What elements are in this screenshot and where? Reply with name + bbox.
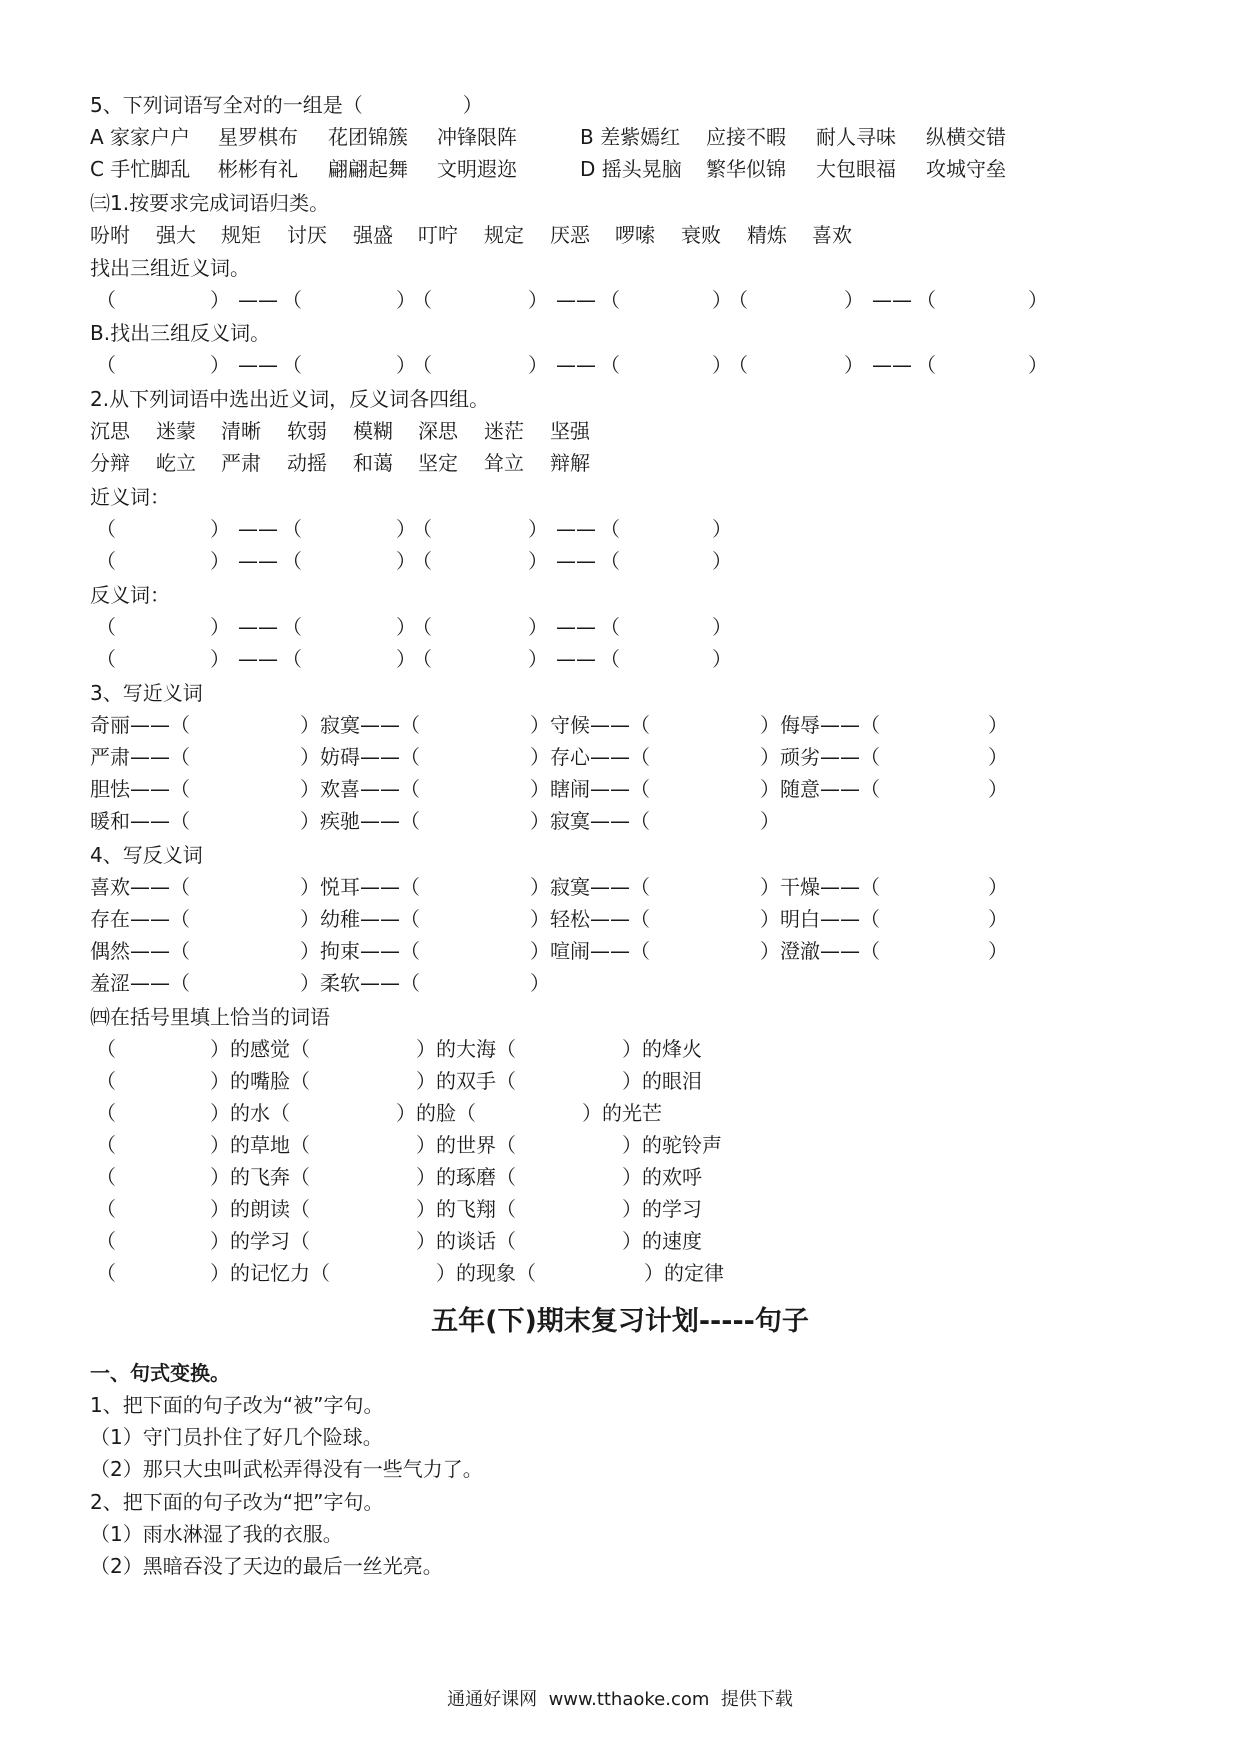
sent-q1-1: （1）守门员扑住了好几个险球。 (90, 1425, 383, 1449)
q3-cell: ） (988, 777, 1008, 801)
dash: —— (238, 549, 278, 573)
q3-cell: ） (988, 713, 1008, 737)
s4-cell[interactable]: ）的草地（ (210, 1133, 310, 1157)
bracket-close: ） (210, 647, 230, 671)
q4-cell[interactable]: 喜欢——（ (90, 875, 190, 899)
bracket-close: ） (528, 288, 548, 312)
bracket-close: ） (396, 517, 416, 541)
option-word: 文明遐迩 (437, 157, 517, 181)
footer-credit: 通通好课网 www.tthaoke.com 提供下载 (447, 1689, 793, 1710)
s3-q4-title: 4、写反义词 (90, 843, 203, 867)
bracket-close: ） (396, 647, 416, 671)
s4-cell: ）的驼铃声 (622, 1133, 722, 1157)
answer-blank[interactable]: （ (96, 647, 116, 671)
dash: —— (556, 647, 596, 671)
s4-title: ㈣在括号里填上恰当的词语 (90, 1005, 330, 1029)
option-word: 攻城守垒 (926, 157, 1006, 181)
word: 耸立 (484, 451, 524, 475)
option-word: B 差紫嫣红 (580, 125, 681, 149)
answer-blank[interactable]: （ (728, 353, 748, 377)
word: 规矩 (221, 223, 261, 247)
dash: —— (872, 288, 912, 312)
word: 吩咐 (90, 223, 130, 247)
q4-cell[interactable]: 羞涩——（ (90, 971, 190, 995)
word: 衰败 (681, 223, 721, 247)
s4-cell: ）的光芒 (582, 1101, 662, 1125)
bracket-close: ） (1028, 288, 1048, 312)
option-word: 星罗棋布 (218, 125, 298, 149)
q4-cell: ） (530, 971, 550, 995)
s3-q2-syn-label: 近义词： (90, 485, 170, 509)
answer-blank[interactable]: （ (96, 353, 116, 377)
answer-blank[interactable]: （ (600, 615, 620, 639)
sent-q2: 2、把下面的句子改为“把”字句。 (90, 1490, 384, 1514)
option-word: 花团锦簇 (328, 125, 408, 149)
word: 坚定 (418, 451, 458, 475)
s4-cell[interactable]: （ (96, 1101, 116, 1125)
answer-blank[interactable]: （ (282, 549, 302, 573)
dash: —— (238, 615, 278, 639)
s4-cell[interactable]: ）的朗读（ (210, 1197, 310, 1221)
answer-blank[interactable]: （ (600, 288, 620, 312)
dash: —— (556, 615, 596, 639)
bracket-close: ） (712, 615, 732, 639)
word: 厌恶 (550, 223, 590, 247)
s4-cell: ）的眼泪 (622, 1069, 702, 1093)
bracket-close: ） (396, 615, 416, 639)
sent-q1: 1、把下面的句子改为“被”字句。 (90, 1393, 384, 1417)
word: 辩解 (550, 451, 590, 475)
bracket-close: ） (528, 353, 548, 377)
bracket-close: ） (528, 647, 548, 671)
word: 动摇 (287, 451, 327, 475)
option-word: 应接不暇 (706, 125, 786, 149)
q3-cell[interactable]: 暖和——（ (90, 809, 190, 833)
s4-cell[interactable]: ）的记忆力（ (210, 1261, 330, 1285)
option-word: 大包眼福 (816, 157, 896, 181)
bracket-close: ） (396, 353, 416, 377)
answer-blank[interactable]: （ (412, 647, 432, 671)
bracket-close: ） (210, 517, 230, 541)
s4-cell[interactable]: （ (96, 1037, 116, 1061)
answer-blank[interactable]: （ (412, 517, 432, 541)
word: 深思 (418, 419, 458, 443)
answer-blank[interactable]: （ (282, 517, 302, 541)
answer-blank[interactable]: （ (282, 353, 302, 377)
word: 精炼 (747, 223, 787, 247)
answer-blank[interactable]: （ (412, 615, 432, 639)
q3-cell[interactable]: ）妨碍——（ (300, 745, 420, 769)
bracket-close: ） (712, 517, 732, 541)
option-word: 彬彬有礼 (218, 157, 298, 181)
answer-blank[interactable]: （ (916, 288, 936, 312)
option-word: C 手忙脚乱 (90, 157, 191, 181)
answer-blank[interactable]: （ (96, 517, 116, 541)
q3-cell[interactable]: ）瞎闹——（ (530, 777, 650, 801)
bracket-close: ） (210, 615, 230, 639)
s4-cell[interactable]: ）的水（ (210, 1101, 290, 1125)
bracket-close: ） (528, 517, 548, 541)
q4-cell: ） (988, 907, 1008, 931)
dash: —— (238, 647, 278, 671)
option-word: D 摇头晃脑 (580, 157, 682, 181)
dash: —— (238, 353, 278, 377)
word: 和蔼 (353, 451, 393, 475)
s4-cell[interactable]: （ (96, 1133, 116, 1157)
s4-cell: ）的学习 (622, 1197, 702, 1221)
q5-prompt: 5、下列词语写全对的一组是（ ） (90, 93, 483, 117)
q4-cell[interactable]: ）明白——（ (760, 907, 880, 931)
option-word: 耐人寻味 (816, 125, 896, 149)
dash: —— (556, 353, 596, 377)
answer-blank[interactable]: （ (282, 288, 302, 312)
sent-q2-2: （2）黑暗吞没了天边的最后一丝光亮。 (90, 1554, 443, 1578)
bracket-close: ） (210, 353, 230, 377)
answer-blank[interactable]: （ (96, 615, 116, 639)
q3-cell[interactable]: ）侮辱——（ (760, 713, 880, 737)
dash: —— (556, 288, 596, 312)
q3-cell[interactable]: ）顽劣——（ (760, 745, 880, 769)
sent-q2-1: （1）雨水淋湿了我的衣服。 (90, 1522, 343, 1546)
word: 清晰 (221, 419, 261, 443)
answer-blank[interactable]: （ (916, 353, 936, 377)
bracket-close: ） (210, 549, 230, 573)
s4-cell[interactable]: （ (96, 1165, 116, 1189)
q3-cell: ） (760, 809, 780, 833)
answer-blank[interactable]: （ (600, 353, 620, 377)
q4-cell[interactable]: 偶然——（ (90, 939, 190, 963)
s4-cell[interactable]: （ (96, 1261, 116, 1285)
word: 模糊 (353, 419, 393, 443)
s4-cell[interactable]: ）的感觉（ (210, 1037, 310, 1061)
bracket-close: ） (844, 353, 864, 377)
s4-cell: ）的烽火 (622, 1037, 702, 1061)
q3-cell[interactable]: ）存心——（ (530, 745, 650, 769)
section-heading: 一、句式变换。 (90, 1361, 230, 1385)
bracket-close: ） (712, 647, 732, 671)
q3-cell[interactable]: ）守候——（ (530, 713, 650, 737)
s3-q2-title: 2.从下列词语中选出近义词，反义词各四组。 (90, 387, 490, 411)
bracket-close: ） (1028, 353, 1048, 377)
q4-cell[interactable]: ）干燥——（ (760, 875, 880, 899)
word: 屹立 (156, 451, 196, 475)
word: 沉思 (90, 419, 130, 443)
s4-cell[interactable]: （ (96, 1197, 116, 1221)
q4-cell[interactable]: ）柔软——（ (300, 971, 420, 995)
s3-q1-a: 找出三组近义词。 (90, 256, 250, 280)
s4-cell: ）的欢呼 (622, 1165, 702, 1189)
word: 强盛 (353, 223, 393, 247)
bracket-close: ） (712, 288, 732, 312)
word: 强大 (156, 223, 196, 247)
s4-cell[interactable]: ）的谈话（ (416, 1229, 516, 1253)
word: 啰嗦 (615, 223, 655, 247)
dash: —— (238, 517, 278, 541)
s3-q1-b: B.找出三组反义词。 (90, 321, 271, 345)
word: 软弱 (287, 419, 327, 443)
bracket-close: ） (528, 549, 548, 573)
s4-cell[interactable]: ）的双手（ (416, 1069, 516, 1093)
word: 喜欢 (812, 223, 852, 247)
word: 严肃 (221, 451, 261, 475)
word: 叮咛 (418, 223, 458, 247)
answer-blank[interactable]: （ (282, 615, 302, 639)
bracket-close: ） (396, 288, 416, 312)
q3-cell[interactable]: 奇丽——（ (90, 713, 190, 737)
s4-cell[interactable]: （ (96, 1229, 116, 1253)
q4-cell[interactable]: ）轻松——（ (530, 907, 650, 931)
word: 迷蒙 (156, 419, 196, 443)
q4-cell[interactable]: 存在——（ (90, 907, 190, 931)
q3-cell[interactable]: 严肃——（ (90, 745, 190, 769)
q3-cell[interactable]: ）随意——（ (760, 777, 880, 801)
answer-blank[interactable]: （ (96, 549, 116, 573)
word: 讨厌 (287, 223, 327, 247)
q3-cell[interactable]: ）欢喜——（ (300, 777, 420, 801)
answer-blank[interactable]: （ (412, 549, 432, 573)
answer-blank[interactable]: （ (600, 647, 620, 671)
sent-q1-2: （2）那只大虫叫武松弄得没有一些气力了。 (90, 1457, 483, 1481)
option-word: 纵横交错 (926, 125, 1006, 149)
q4-cell[interactable]: ）澄澈——（ (760, 939, 880, 963)
q4-cell: ） (988, 875, 1008, 899)
q4-cell[interactable]: ）寂寞——（ (530, 875, 650, 899)
s4-cell[interactable]: ）的大海（ (416, 1037, 516, 1061)
bracket-close: ） (210, 288, 230, 312)
answer-blank[interactable]: （ (412, 353, 432, 377)
s3-q1-title: ㈢1.按要求完成词语归类。 (90, 191, 330, 215)
s3-q2-ant-label: 反义词： (90, 583, 170, 607)
s4-cell[interactable]: ）的脸（ (396, 1101, 476, 1125)
answer-blank[interactable]: （ (728, 288, 748, 312)
word: 分辩 (90, 451, 130, 475)
q4-cell[interactable]: ）喧闹——（ (530, 939, 650, 963)
s3-q3-title: 3、写近义词 (90, 681, 203, 705)
dash: —— (238, 288, 278, 312)
s4-cell[interactable]: ）的世界（ (416, 1133, 516, 1157)
s4-cell[interactable]: ）的飞翔（ (416, 1197, 516, 1221)
q4-cell[interactable]: ）拘束——（ (300, 939, 420, 963)
q4-cell[interactable]: ）幼稚——（ (300, 907, 420, 931)
s4-cell[interactable]: ）的飞奔（ (210, 1165, 310, 1189)
s4-cell: ）的定律 (644, 1261, 724, 1285)
answer-blank[interactable]: （ (600, 549, 620, 573)
s4-cell[interactable]: ）的琢磨（ (416, 1165, 516, 1189)
bracket-close: ） (712, 549, 732, 573)
word: 迷茫 (484, 419, 524, 443)
word: 坚强 (550, 419, 590, 443)
q3-cell[interactable]: ）疾驰——（ (300, 809, 420, 833)
q3-cell: ） (988, 745, 1008, 769)
option-word: 翩翩起舞 (328, 157, 408, 181)
bracket-open: （ (96, 288, 116, 312)
q3-cell[interactable]: 胆怯——（ (90, 777, 190, 801)
dash: —— (556, 517, 596, 541)
q3-cell[interactable]: ）寂寞——（ (300, 713, 420, 737)
bracket-close: ） (712, 353, 732, 377)
bracket-close: ） (844, 288, 864, 312)
option-word: A 家家户户 (90, 125, 191, 149)
answer-blank[interactable]: （ (412, 288, 432, 312)
s4-cell[interactable]: ）的学习（ (210, 1229, 310, 1253)
option-word: 繁华似锦 (706, 157, 786, 181)
word: 规定 (484, 223, 524, 247)
q4-cell: ） (988, 939, 1008, 963)
s4-cell[interactable]: ）的嘴脸（ (210, 1069, 310, 1093)
bracket-close: ） (396, 549, 416, 573)
s4-cell[interactable]: （ (96, 1069, 116, 1093)
page-title: 五年(下)期末复习计划-----句子 (431, 1306, 809, 1337)
s4-cell[interactable]: ）的现象（ (436, 1261, 536, 1285)
dash: —— (556, 549, 596, 573)
q4-cell[interactable]: ）悦耳——（ (300, 875, 420, 899)
option-word: 冲锋限阵 (437, 125, 517, 149)
dash: —— (872, 353, 912, 377)
answer-blank[interactable]: （ (282, 647, 302, 671)
s4-cell: ）的速度 (622, 1229, 702, 1253)
bracket-close: ） (528, 615, 548, 639)
q3-cell[interactable]: ）寂寞——（ (530, 809, 650, 833)
answer-blank[interactable]: （ (600, 517, 620, 541)
